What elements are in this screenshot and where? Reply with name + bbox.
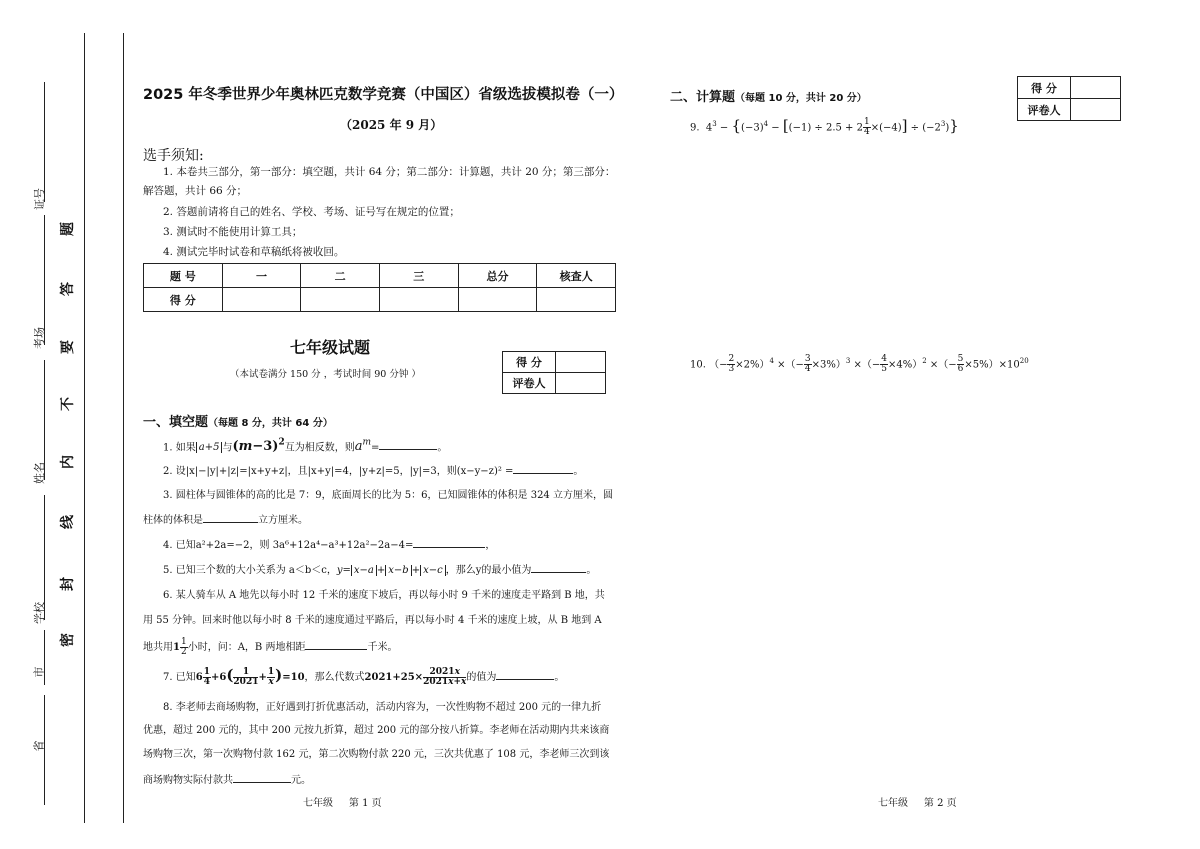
- q6-text-c: 地共用: [143, 642, 173, 653]
- page2-footer: [878, 794, 957, 809]
- score-cell[interactable]: [458, 288, 537, 312]
- score-table-header: 总分: [458, 264, 537, 288]
- question-5: 5. 已知三个数的大小关系为 a＜b＜c，y= x−a + x−b + x−c ，那么y的最小值为 。: [163, 562, 596, 578]
- score-cell[interactable]: [379, 288, 458, 312]
- section2-note: （每题 10 分，共计 20 分）: [735, 93, 867, 104]
- q4-answer-blank[interactable]: [413, 537, 485, 548]
- seal-char-4: 不: [60, 397, 76, 411]
- q1-text-b: 与: [222, 442, 233, 454]
- section2-grader-label: 评卷人: [1018, 99, 1071, 121]
- q1-power: $a^m$: [354, 438, 372, 455]
- q7-formula-1: 6 $\frac{1}{4}$ +6( $\frac{1}{2021}$ + $\frac{1}{x}$ )=10: [195, 666, 305, 687]
- question-6-line-2: 用 55 分钟。回来时他以每小时 8 千米的速度通过平路后，再以每小时 4 千米的速度上坡，从 B 地到 A: [143, 615, 602, 626]
- q6-fraction: $\frac{1}{2}$: [180, 637, 187, 657]
- question-8-line-2: 优惠，超过 200 元的，其中 200 元按九折算，超过 200 元的部分按八折算。李老师在活动期内共来该商: [143, 725, 610, 736]
- exam-date: （2025 年 9 月）: [340, 118, 443, 132]
- section1-note: （每题 8 分，共计 64 分）: [208, 418, 333, 429]
- q5-formula: y= x−a + x−b + x−c: [337, 565, 446, 576]
- seal-char-8: 密: [60, 633, 76, 647]
- question-8-line-1: 8. 李老师去商场购物，正好遇到打折优惠活动，活动内容为，一次性购物不超过 200 元的一律九折: [163, 702, 602, 713]
- q3-text-b: 柱体的体积是: [143, 515, 203, 526]
- question-2: 2. 设|x|−|y|+|z|=|x+y+z|，且|x+y|=4，|y+z|=5，|y|=3，则(x−y−z)² = 。: [163, 463, 583, 479]
- q3-answer-blank[interactable]: [203, 512, 258, 523]
- section2-grader-cell[interactable]: [1071, 99, 1121, 121]
- question-3-line-1: 3. 圆柱体与圆锥体的高的比是 7：9，底面周长的比为 5：6，已知圆锥体的体积是 324 立方厘米，圆: [163, 490, 613, 501]
- mini-grader-cell[interactable]: [556, 373, 606, 394]
- question-10: 10. （− $\frac{2}{3}$ ×2%）$^4$ ×（− $\frac{3}{4}$ ×3%）$^3$ ×（− $\frac{4}{5}$ ×4%）$^2$ ×（− $\frac{5}{6}$ $\times 5\%)\times 10^{20}$: [690, 354, 1029, 375]
- grade-title: 七年级试题: [290, 338, 371, 357]
- mini-score-label: 得 分: [503, 352, 556, 373]
- score-table-header: 三: [379, 264, 458, 288]
- notice-item-1: 1. 本卷共三部分，第一部分：填空题，共计 64 分；第二部分：计算题，共计 20 分；第三部分：: [163, 166, 616, 178]
- q1-abs: a+5: [196, 442, 223, 453]
- province-label: 省: [32, 740, 46, 752]
- id-number-label: 证号: [33, 188, 46, 210]
- city-label: 市: [32, 666, 46, 678]
- seal-char-5: 内: [60, 455, 76, 469]
- exam-info: （本试卷满分 150 分 ，考试时间 90 分钟 ）: [230, 369, 421, 380]
- seal-char-2: 答: [60, 282, 76, 296]
- mini-score-cell[interactable]: [556, 352, 606, 373]
- q7-formula-2: 2021+25× $\frac{2021x}{2021x+x}$: [364, 667, 467, 687]
- q2-answer-blank[interactable]: [513, 463, 573, 474]
- page1-footer-page: 第 1 页: [348, 798, 382, 809]
- question-1: 1. 如果 a+5 与$(m-3)^2$互为相反数，则$a^m=$ 。: [163, 438, 448, 455]
- q9-label: 9.: [690, 122, 700, 134]
- id-number-line: [44, 82, 45, 202]
- q7-text-a: 7. 已知: [163, 672, 196, 683]
- section2-heading: [670, 86, 867, 105]
- question-4: 4. 已知a²+2a=−2，则 3a⁶+12a⁴−a³+12a²−2a−4= ，: [163, 537, 495, 553]
- q1-square: $(m-3)^2$: [232, 438, 285, 455]
- section2-score-label: 得 分: [1018, 77, 1071, 99]
- notice-heading: 选手须知:: [143, 148, 204, 164]
- q1-text-c: 互为相反数，则: [284, 442, 355, 454]
- q1-text-a: 1. 如果: [163, 442, 196, 454]
- binding-line-outer: [84, 33, 85, 823]
- exam-title: 2025 年冬季世界少年奥林匹克数学竞赛（中国区）省级选拔模拟卷（一）: [143, 87, 624, 103]
- notice-item-1b: 解答题，共计 66 分；: [143, 185, 248, 197]
- question-8-line-3: 场购物三次，第一次购物付款 162 元，第二次购物付款 220 元，三次共优惠了 108 元，李老师三次到该: [143, 749, 610, 760]
- page1-footer: [303, 794, 382, 809]
- q6-answer-blank[interactable]: [305, 639, 367, 650]
- q8-text-e: 元。: [291, 775, 311, 786]
- seal-char-7: 封: [60, 577, 76, 591]
- score-row-label: 得 分: [144, 288, 223, 312]
- exam-room-line: [44, 215, 45, 345]
- page1-footer-grade: 七年级: [303, 798, 333, 809]
- q5-text-a: 5. 已知三个数的大小关系为 a＜b＜c，: [163, 565, 337, 576]
- q5-text-b: ，那么y的最小值为: [445, 565, 532, 576]
- score-table-header: 一: [222, 264, 301, 288]
- question-7: 7. 已知6 $\frac{1}{4}$ +6( $\frac{1}{2021}$ + $\frac{1}{x}$ )=10，那么代数式2021+25× $\frac{2021x}{2021x+x}$ 的值为 。: [163, 666, 565, 687]
- score-cell[interactable]: [301, 288, 380, 312]
- score-table: [143, 263, 616, 312]
- exam-room-label: 考场: [33, 327, 46, 349]
- section1-heading: [143, 411, 333, 430]
- seal-char-1: 题: [60, 222, 76, 236]
- seal-char-3: 要: [60, 340, 76, 354]
- section2-score-cell[interactable]: [1071, 77, 1121, 99]
- question-6-line-3: 地共用1 $\frac{1}{2}$ 小时，问：A，B 两地相距 千米。: [143, 637, 398, 657]
- notice-item-4: 4. 测试完毕时试卷和草稿纸将被收回。: [163, 246, 345, 258]
- q7-text-c: 的值为: [466, 672, 497, 683]
- score-table-header: 二: [301, 264, 380, 288]
- question-9: 9. $4^3 - \{(-3)^4 - [(-1) \div 2.5 + 2$ $\frac{1}{4}$ $\times(-4)] \div (-2^3)$}: [690, 116, 959, 138]
- score-table-header: 核查人: [537, 264, 616, 288]
- notice-item-2: 2. 答题前请将自己的姓名、学校、考场、证号写在规定的位置；: [163, 206, 460, 218]
- q8-text-d: 商场购物实际付款共: [143, 775, 233, 786]
- section1-grader-table: [502, 351, 606, 394]
- q5-answer-blank[interactable]: [531, 562, 586, 573]
- q8-answer-blank[interactable]: [233, 772, 291, 783]
- score-cell[interactable]: [222, 288, 301, 312]
- question-8-line-4: [143, 772, 311, 788]
- q10-label: 10.: [690, 359, 706, 371]
- name-label: 姓名: [33, 462, 46, 484]
- score-cell[interactable]: [537, 288, 616, 312]
- binding-line-inner: [123, 33, 124, 823]
- page2-footer-grade: 七年级: [878, 798, 908, 809]
- question-3-line-2: [143, 512, 308, 528]
- school-label: 学校: [33, 602, 46, 624]
- q4-text: 4. 已知a²+2a=−2，则 3a⁶+12a⁴−a³+12a²−2a−4=: [163, 540, 414, 551]
- q3-text-c: 立方厘米。: [258, 515, 308, 526]
- q6-text-d: 小时，问：A，B 两地相距: [187, 642, 306, 653]
- section1-title: 一、填空题: [143, 415, 209, 430]
- page2-footer-page: 第 2 页: [923, 798, 957, 809]
- q7-answer-blank[interactable]: [496, 669, 554, 680]
- q7-text-b: ，那么代数式: [304, 672, 365, 683]
- seal-char-6: 线: [60, 515, 76, 529]
- mini-grader-label: 评卷人: [503, 373, 556, 394]
- q1-answer-blank[interactable]: [379, 439, 437, 450]
- q1-end: 。: [437, 442, 448, 454]
- q2-text: 2. 设|x|−|y|+|z|=|x+y+z|，且|x+y|=4，|y+z|=5，|y|=3，则(x−y−z)² =: [163, 466, 514, 477]
- score-table-header: 题 号: [144, 264, 223, 288]
- notice-item-3: 3. 测试时不能使用计算工具；: [163, 226, 303, 238]
- question-6-line-1: 6. 某人骑车从 A 地先以每小时 12 千米的速度下坡后，再以每小时 9 千米的速度走平路到 B 地，共: [163, 590, 605, 601]
- q6-text-e: 千米。: [367, 642, 398, 653]
- section2-grader-table: [1017, 76, 1121, 121]
- section2-title: 二、计算题: [670, 90, 736, 105]
